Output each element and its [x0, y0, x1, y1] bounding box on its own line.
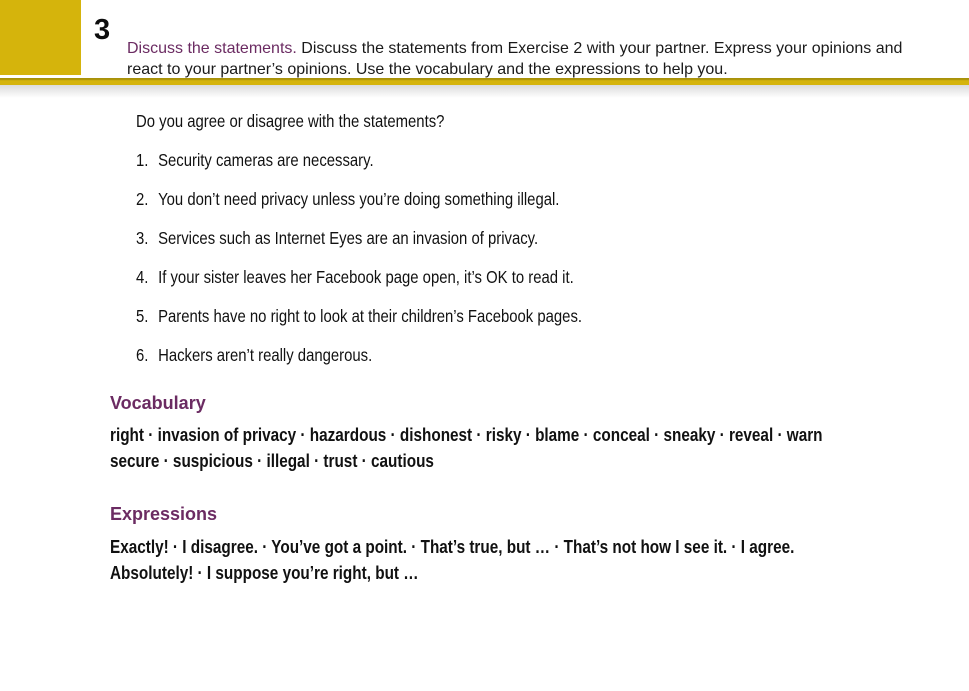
- vocabulary-line-2: secure · suspicious · illegal · trust · cautious: [110, 451, 434, 471]
- statement-number: 5.: [136, 306, 149, 326]
- statement-item-4: [136, 267, 651, 288]
- statement-text: You don’t need privacy unless you’re doing something illegal.: [158, 189, 560, 209]
- statement-item-1: [136, 150, 416, 171]
- expressions-line-2: Absolutely! · I suppose you’re right, but …: [110, 563, 419, 583]
- statement-text: If your sister leaves her Facebook page open, it’s OK to read it.: [158, 267, 574, 287]
- statement-number: 6.: [136, 345, 149, 365]
- statement-text: Security cameras are necessary.: [158, 150, 374, 170]
- statement-number: 1.: [136, 150, 149, 170]
- discussion-question: Do you agree or disagree with the statements?: [136, 111, 445, 131]
- exercise-instructions-text: Discuss the statements from Exercise 2 with your partner. Express your opinions and react to your partner’s opinions. Use the vocabulary and the expressions to help you.: [127, 40, 903, 78]
- corner-accent-square: [0, 0, 81, 75]
- statement-number: 4.: [136, 267, 149, 287]
- exercise-instructions: [127, 39, 927, 80]
- exercise-title: Discuss the statements.: [127, 40, 297, 57]
- statement-number: 3.: [136, 228, 149, 248]
- statement-text: Services such as Internet Eyes are an invasion of privacy.: [158, 228, 539, 248]
- vocabulary-heading: Vocabulary: [110, 393, 206, 413]
- statement-item-6: [136, 345, 414, 366]
- exercise-number: 3: [94, 14, 111, 46]
- statement-item-3: [136, 228, 609, 249]
- statement-text: Hackers aren’t really dangerous.: [158, 345, 373, 365]
- expressions-heading: Expressions: [110, 504, 218, 524]
- vocabulary-line-1: right · invasion of privacy · hazardous · dishonest · risky · blame · conceal · sneaky · reveal · warn: [110, 425, 823, 445]
- header-rule-shadow: [0, 85, 969, 98]
- statement-number: 2.: [136, 189, 149, 209]
- statement-text: Parents have no right to look at their children’s Facebook pages.: [158, 306, 583, 326]
- statement-item-2: [136, 189, 634, 210]
- statement-item-5: [136, 306, 661, 327]
- header-rule: [0, 78, 969, 85]
- expressions-line-1: Exactly! · I disagree. · You’ve got a point. · That’s true, but … · That’s not how I see it. · I agree.: [110, 537, 795, 557]
